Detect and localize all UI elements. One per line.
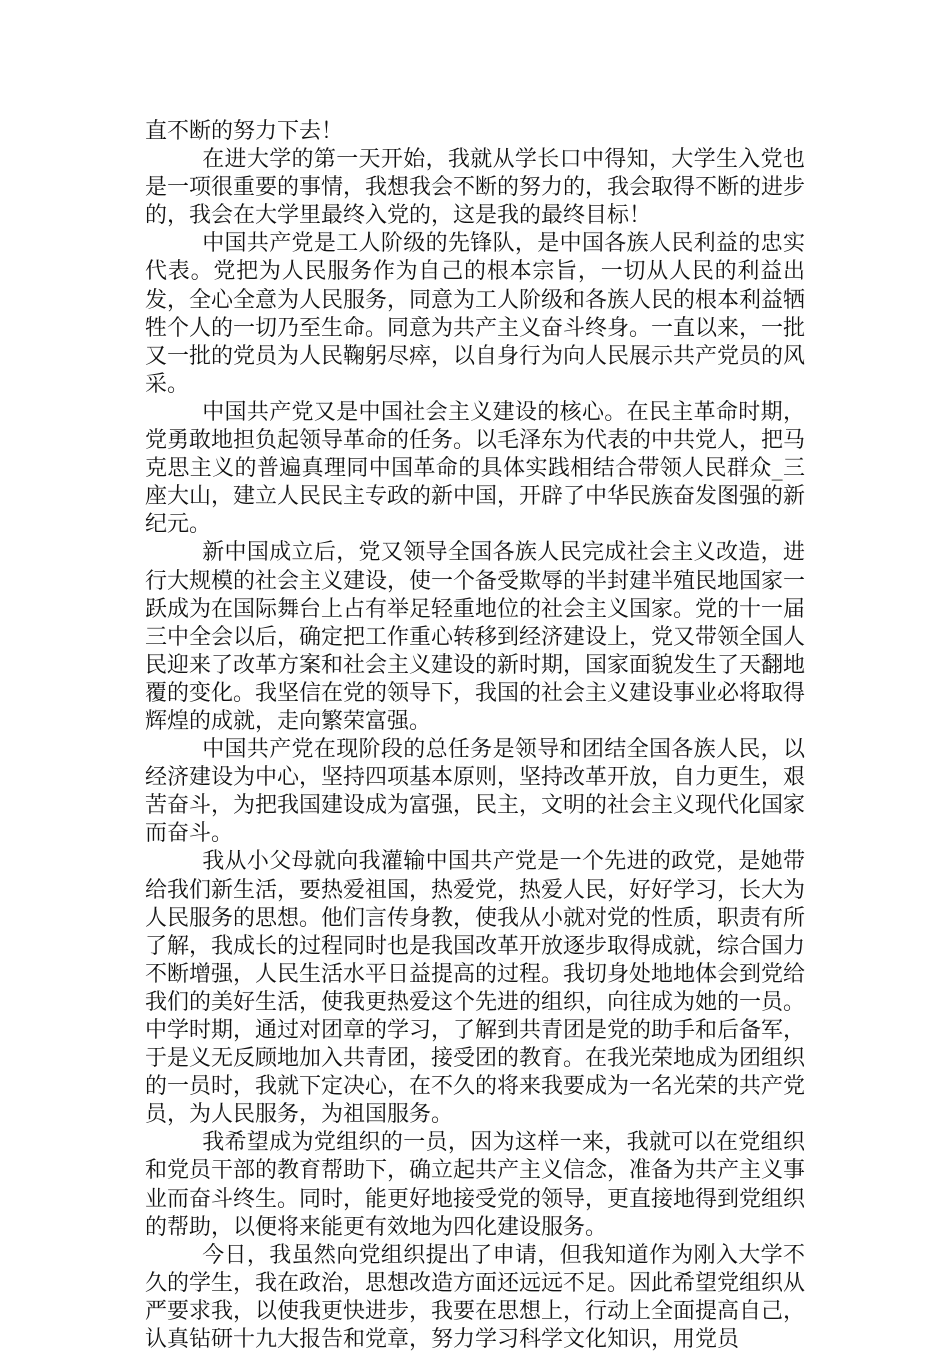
paragraph-2: 在进大学的第一天开始，我就从学长口中得知，大学生入党也是一项很重要的事情，我想我会不断的努力的，我会取得不断的进步的，我会在大学里最终入党的，这是我的最终目标！ xyxy=(145,147,806,229)
paragraph-1: 直不断的努力下去！ xyxy=(145,119,344,144)
paragraph-4: 中国共产党又是中国社会主义建设的核心。在民主革命时期，党勇敢地担负起领导革命的任务。以毛泽东为代表的中共党人，把马克思主义的普遍真理同中国革命的具体实践相结合带领人民群众_三座大山，建立人民民主专政的新中国，开辟了中华民族奋发图强的新纪元。 xyxy=(145,399,806,538)
paragraph-8: 我希望成为党组织的一员，因为这样一来，我就可以在党组织和党员干部的教育帮助下，确立起共产主义信念，准备为共产主义事业而奋斗终生。同时，能更好地接受党的领导，更直接地得到党组织的帮助，以便将来能更有效地为四化建设服务。 xyxy=(145,1130,806,1240)
paragraph-5: 新中国成立后，党又领导全国各族人民完成社会主义改造，进行大规模的社会主义建设，使一个备受欺辱的半封建半殖民地国家一跃成为在国际舞台上占有举足轻重地位的社会主义国家。党的十一届三中全会以后，确定把工作重心转移到经济建设上，党又带领全国人民迎来了改革方案和社会主义建设的新时期，国家面貌发生了天翻地覆的变化。我坚信在党的领导下，我国的社会主义建设事业必将取得辉煌的成就，走向繁荣富强。 xyxy=(145,540,806,734)
paragraph-6: 中国共产党在现阶段的总任务是领导和团结全国各族人民，以经济建设为中心，坚持四项基本原则，坚持改革开放，自力更生，艰苦奋斗，为把我国建设成为富强，民主，文明的社会主义现代化国家而奋斗。 xyxy=(145,737,806,847)
paragraph-7: 我从小父母就向我灌输中国共产党是一个先进的政党，是她带给我们新生活，要热爱祖国，热爱党，热爱人民，好好学习，长大为人民服务的思想。他们言传身教，使我从小就对党的性质，职责有所了解，我成长的过程同时也是我国改革开放逐步取得成就，综合国力不断增强，人民生活水平日益提高的过程。我切身处地地体会到党给我们的美好生活，使我更热爱这个先进的组织，向往成为她的一员。中学时期，通过对团章的学习，了解到共青团是党的助手和后备军，于是义无反顾地加入共青团，接受团的教育。在我光荣地成为团组织的一员时，我就下定决心，在不久的将来我要成为一名光荣的共产党员，为人民服务，为祖国服务。 xyxy=(145,849,806,1128)
paragraph-3: 中国共产党是工人阶级的先锋队，是中国各族人民利益的忠实代表。党把为人民服务作为自己的根本宗旨，一切从人民的利益出发，全心全意为人民服务，同意为工人阶级和各族人民的根本利益牺牲个人的一切乃至生命。同意为共产主义奋斗终身。一直以来，一批又一批的党员为人民鞠躬尽瘁，以自身行为向人民展示共产党员的风采。 xyxy=(145,231,806,397)
paragraph-9: 今日，我虽然向党组织提出了申请，但我知道作为刚入大学不久的学生，我在政治，思想改造方面还远远不足。因此希望党组织从严要求我，以使我更快进步，我要在思想上，行动上全面提高自己，认真钻研十九大报告和党章，努力学习科学文化知识，用党员 xyxy=(145,1242,806,1353)
document-body xyxy=(145,118,805,1354)
